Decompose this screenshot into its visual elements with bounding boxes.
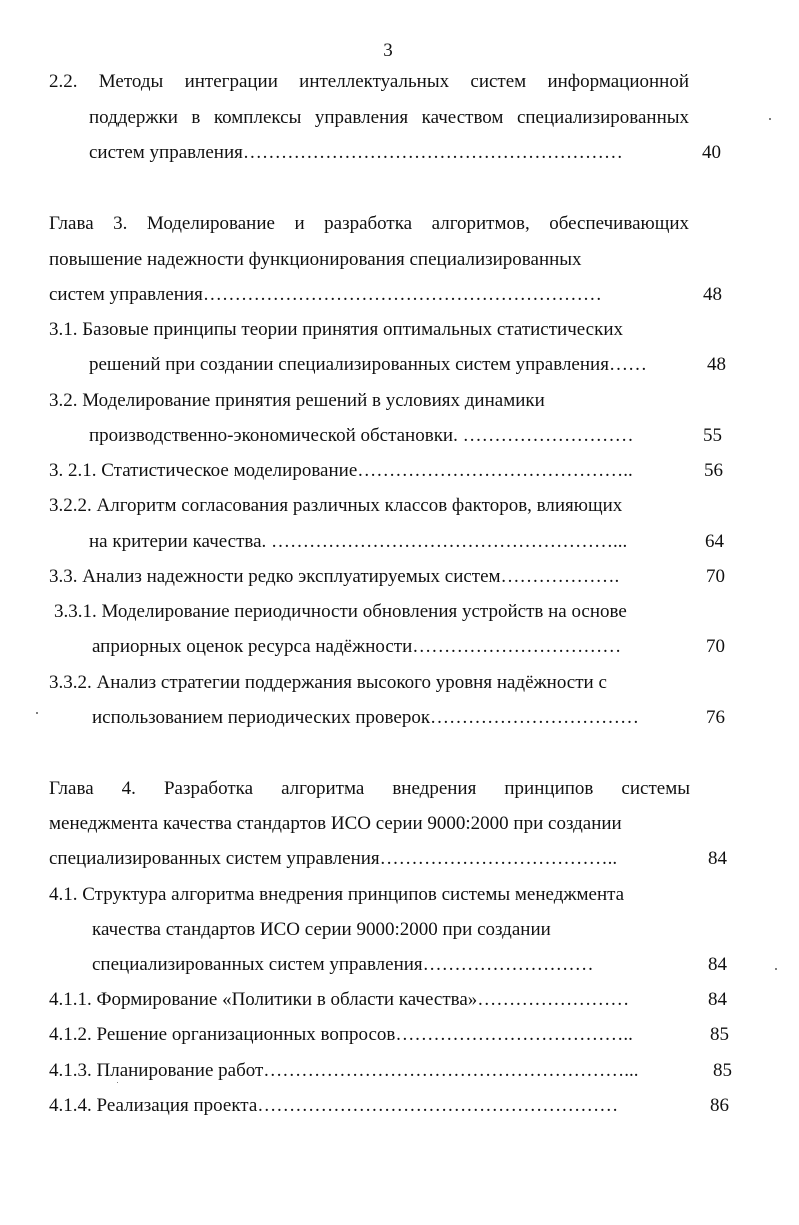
toc-entry-title: на критерии качества. ………………………………………………... <box>89 531 628 552</box>
toc-entry-title: использованием периодических проверок…………………………… <box>92 707 640 728</box>
toc-page-number: 48 <box>707 354 726 375</box>
scan-speck <box>775 968 777 970</box>
page-number: 3 <box>383 40 393 61</box>
toc-entry-title: решений при создании специализированных систем управления…… <box>89 354 647 375</box>
toc-entry-last-line <box>92 635 725 659</box>
toc-entry-title: 4.1.3. Планирование работ…………………………………………………... <box>49 1060 639 1081</box>
toc-page-number: 64 <box>705 531 724 552</box>
toc-line: поддержки в комплексы управления качеством специализированных <box>89 107 689 128</box>
scan-speck <box>36 712 38 714</box>
toc-line: Глава 3. Моделирование и разработка алгоритмов, обеспечивающих <box>49 213 689 234</box>
toc-page-number: 70 <box>706 566 725 587</box>
scan-speck <box>769 118 771 120</box>
toc-entry-last-line <box>49 459 723 483</box>
toc-line: 3.3.2. Анализ стратегии поддержания высокого уровня надёжности с <box>49 672 607 693</box>
toc-line: Глава 4. Разработка алгоритма внедрения принципов системы <box>49 778 690 799</box>
toc-entry-last-line <box>89 530 724 554</box>
toc-entry-last-line <box>49 1094 729 1118</box>
toc-page-number: 84 <box>708 989 727 1010</box>
toc-line: 3.2.2. Алгоритм согласования различных классов факторов, влияющих <box>49 495 623 516</box>
toc-line: повышение надежности функционирования специализированных <box>49 249 582 270</box>
toc-line: 3.2. Моделирование принятия решений в условиях динамики <box>49 390 545 411</box>
toc-entry-title: 4.1.4. Реализация проекта………………………………………………… <box>49 1095 619 1116</box>
toc-entry-title: 3. 2.1. Статистическое моделирование…………………………………….. <box>49 460 633 481</box>
toc-line: качества стандартов ИСО серии 9000:2000 при создании <box>92 919 551 940</box>
toc-page-number: 48 <box>703 284 722 305</box>
toc-entry-last-line <box>49 565 725 589</box>
toc-page-number: 84 <box>708 848 727 869</box>
scan-speck <box>117 1082 118 1083</box>
toc-entry-title: 3.3. Анализ надежности редко эксплуатируемых систем………………. <box>49 566 620 587</box>
toc-entry-last-line <box>49 988 727 1012</box>
toc-entry-last-line <box>89 353 726 377</box>
toc-page-number: 85 <box>713 1060 732 1081</box>
toc-page-number: 84 <box>708 954 727 975</box>
toc-line: 2.2. Методы интеграции интеллектуальных систем информационной <box>49 71 689 92</box>
toc-page-number: 70 <box>706 636 725 657</box>
toc-line: 4.1. Структура алгоритма внедрения принципов системы менеджмента <box>49 884 625 905</box>
toc-page-number: 56 <box>704 460 723 481</box>
toc-page-number: 40 <box>702 142 721 163</box>
toc-line: 3.3.1. Моделирование периодичности обновления устройств на основе <box>54 601 627 622</box>
toc-entry-title: априорных оценок ресурса надёжности…………………………… <box>92 636 622 657</box>
toc-entry-last-line <box>89 424 722 448</box>
toc-entry-title: 4.1.1. Формирование «Политики в области качества»…………………… <box>49 989 630 1010</box>
toc-page-number: 55 <box>703 425 722 446</box>
toc-line: 3.1. Базовые принципы теории принятия оптимальных статистических <box>49 319 623 340</box>
toc-entry-last-line <box>49 1023 729 1047</box>
toc-page-number: 86 <box>710 1095 729 1116</box>
toc-entry-title: систем управления……………………………………………………… <box>49 284 602 305</box>
toc-page-number: 76 <box>706 707 725 728</box>
toc-page-number: 85 <box>710 1024 729 1045</box>
toc-entry-last-line <box>92 953 727 977</box>
toc-entry-last-line <box>49 1059 732 1083</box>
toc-entry-title: производственно-экономической обстановки. ……………………… <box>89 425 634 446</box>
toc-entry-last-line <box>49 283 722 307</box>
toc-entry-last-line <box>92 706 725 730</box>
toc-entry-title: специализированных систем управления……………………… <box>92 954 594 975</box>
toc-entry-title: систем управления…………………………………………………… <box>89 142 623 163</box>
toc-entry-title: специализированных систем управления……………………………….. <box>49 848 618 869</box>
toc-entry-last-line <box>49 847 727 871</box>
toc-line: менеджмента качества стандартов ИСО серии 9000:2000 при создании <box>49 813 622 834</box>
toc-entry-title: 4.1.2. Решение организационных вопросов……………………………….. <box>49 1024 633 1045</box>
toc-entry-last-line <box>89 141 721 165</box>
